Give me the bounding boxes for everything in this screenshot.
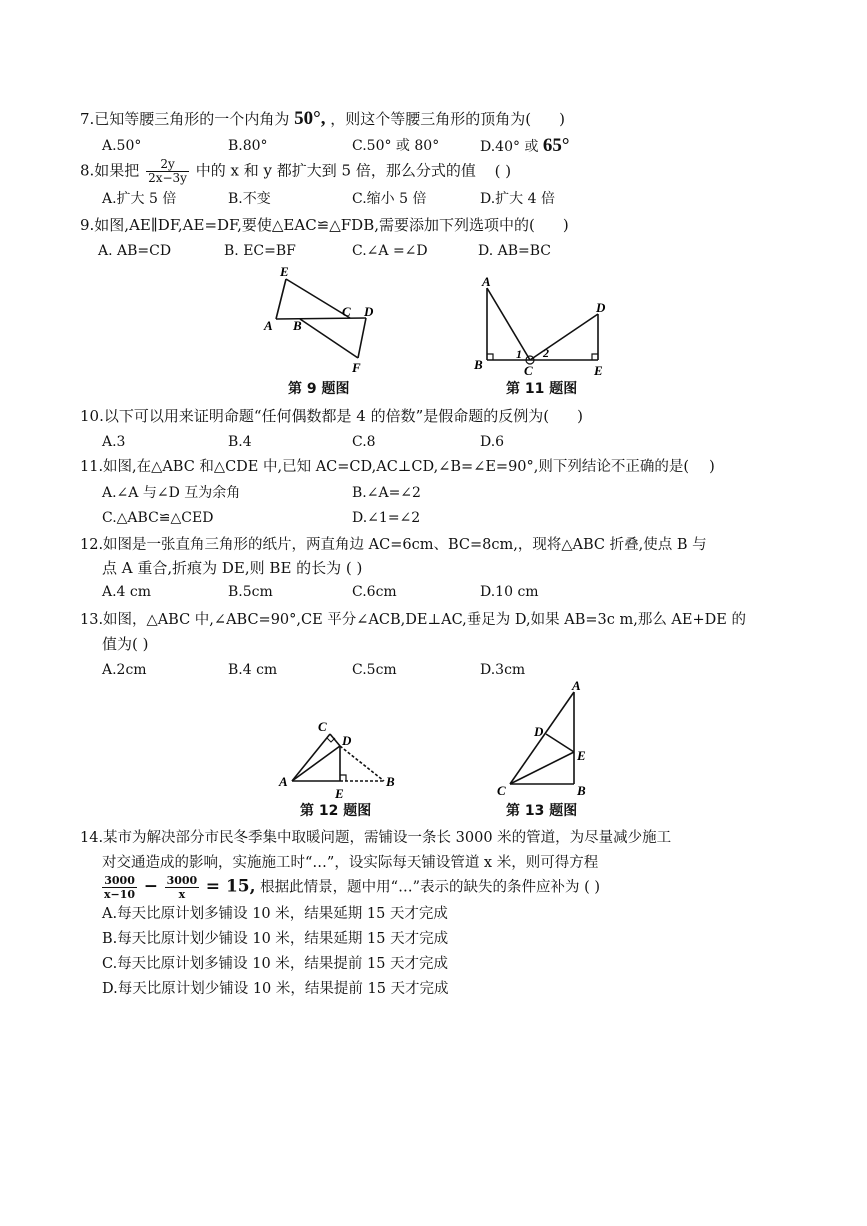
q8-frac-den: 2x−3y	[148, 171, 187, 185]
q7-option-c: C.50° 或 80°	[352, 138, 440, 154]
question-12-line-1: 12.如图是一张直角三角形的纸片，两直角边 AC=6cm、BC=8cm,，现将△ABC 折叠,使点 B 与	[80, 537, 707, 553]
fig11-label-1: 1	[516, 347, 522, 361]
figure-9	[262, 262, 392, 374]
q9-option-c: C.∠A =∠D	[352, 243, 428, 259]
fig11-label-b: B	[474, 357, 483, 372]
q10-option-a: A.3	[102, 434, 126, 450]
fig9-label-c: C	[342, 304, 351, 319]
fig11-label-2: 2	[543, 346, 549, 360]
q14-f1-den: x−10	[104, 888, 136, 901]
question-7	[80, 108, 565, 130]
fig13-label-d: D	[534, 724, 544, 739]
question-12-line-2: 点 A 重合,折痕为 DE,则 BE 的长为 ( )	[102, 559, 363, 577]
q14-equals: = 15,	[205, 876, 256, 897]
q10-option-c: C.8	[352, 434, 376, 450]
fig11-label-e: E	[594, 363, 603, 378]
fig12-label-c: C	[318, 719, 327, 734]
fig13-label-c: C	[497, 783, 506, 798]
q11-close: )	[709, 459, 715, 475]
fig9-caption: 第 9 题图	[288, 381, 350, 397]
fig12-caption: 第 12 题图	[300, 803, 372, 819]
q9-stem: 9.如图,AE∥DF,AE=DF,要使△EAC≌△FDB,需要添加下列选项中的(	[80, 216, 535, 234]
figure-12	[276, 718, 406, 804]
figure-11	[470, 272, 620, 380]
q7-stem-b: ，则这个等腰三角形的顶角为(	[330, 110, 532, 128]
fig11-label-c: C	[524, 363, 533, 378]
q8-fraction	[146, 158, 189, 185]
question-14-line-3	[100, 874, 600, 901]
fig13-label-e: E	[577, 748, 586, 763]
q7-option-d-angle: 65°	[542, 135, 570, 156]
fig13-label-b: B	[577, 783, 586, 798]
q9-close: )	[562, 216, 569, 234]
q13-option-d: D.3cm	[480, 662, 526, 678]
question-13-line-2: 值为( )	[102, 635, 149, 653]
q14-fraction-1	[102, 874, 137, 901]
q8-stem-a: 8.如果把	[80, 161, 140, 180]
q12-option-a: A.4 cm	[102, 584, 152, 600]
q11-option-d: D.∠1=∠2	[352, 510, 421, 526]
fig12-label-a: A	[279, 774, 288, 789]
fig13-label-a: A	[572, 678, 581, 693]
q12-option-c: C.6cm	[352, 584, 397, 600]
q7-option-b: B.80°	[228, 138, 268, 154]
q7-angle: 50°,	[294, 108, 326, 129]
q14-option-b: B.每天比原计划少铺设 10 米，结果延期 15 天才完成	[102, 931, 449, 947]
q8-frac-num: 2y	[146, 158, 189, 172]
q9-option-a: A. AB=CD	[98, 243, 172, 259]
q11-option-b: B.∠A=∠2	[352, 485, 421, 501]
q13-option-a: A.2cm	[102, 662, 147, 678]
q14-f2-den: x	[178, 888, 186, 901]
fig12-label-d: D	[342, 733, 352, 748]
question-14-line-1: 14.某市为解决部分市民冬季集中取暖问题，需铺设一条长 3000 米的管道，为尽量减少施工	[80, 830, 672, 846]
fig9-label-b: B	[293, 318, 302, 333]
q14-option-c: C.每天比原计划多铺设 10 米，结果提前 15 天才完成	[102, 956, 449, 972]
fig9-label-a: A	[264, 318, 273, 333]
q14-option-a: A.每天比原计划多铺设 10 米，结果延期 15 天才完成	[102, 906, 448, 922]
question-11	[80, 456, 715, 478]
q8-option-c: C.缩小 5 倍	[352, 191, 427, 207]
q8-option-a: A.扩大 5 倍	[102, 191, 177, 207]
q14-f1-num: 3000	[102, 874, 137, 888]
q11-stem: 11.如图,在△ABC 和△CDE 中,已知 AC=CD,AC⊥CD,∠B=∠E=90°,则下列结论不正确的是(	[80, 459, 690, 475]
fig12-label-e: E	[335, 786, 344, 801]
q10-option-b: B.4	[228, 434, 252, 450]
q8-option-d: D.扩大 4 倍	[480, 191, 555, 207]
q14-fraction-2	[165, 874, 200, 901]
fig13-caption: 第 13 题图	[506, 803, 578, 819]
q10-option-d: D.6	[480, 434, 505, 450]
fig12-label-b: B	[386, 774, 395, 789]
fig11-label-d: D	[596, 300, 606, 315]
question-10	[80, 405, 583, 427]
q10-close: )	[577, 407, 583, 425]
q8-stem-b: 中的 x 和 y 都扩大到 5 倍，那么分式的值	[195, 161, 476, 180]
q14-minus: −	[143, 876, 158, 897]
fig11-caption: 第 11 题图	[506, 381, 578, 397]
q12-option-b: B.5cm	[228, 584, 273, 600]
fig9-label-f: F	[352, 360, 361, 374]
q8-option-b: B.不变	[228, 191, 271, 207]
q14-option-d: D.每天比原计划少铺设 10 米，结果提前 15 天才完成	[102, 981, 449, 997]
q11-option-a: A.∠A 与∠D 互为余角	[102, 485, 241, 501]
question-13-line-1: 13.如图，△ABC 中,∠ABC=90°,CE 平分∠ACB,DE⊥AC,垂足为 D,如果 AB=3c m,那么 AE+DE 的	[80, 612, 746, 628]
question-8	[80, 158, 511, 185]
q13-option-b: B.4 cm	[228, 662, 278, 678]
fig9-label-d: D	[364, 304, 374, 319]
q12-option-d: D.10 cm	[480, 584, 539, 600]
q7-option-d	[480, 136, 570, 157]
fig9-label-e: E	[280, 264, 289, 279]
q8-paren: ( )	[494, 161, 512, 180]
q13-option-c: C.5cm	[352, 662, 397, 678]
question-14-line-2: 对交通造成的影响，实施施工时“…”，设实际每天铺设管道 x 米，则可得方程	[102, 855, 599, 871]
q9-option-b: B. EC=BF	[224, 243, 296, 259]
figure-13	[490, 678, 600, 798]
question-9	[80, 214, 569, 236]
q7-stem-a: 7.已知等腰三角形的一个内角为	[80, 110, 290, 128]
q14-f2-num: 3000	[166, 874, 198, 887]
q7-close: )	[559, 110, 565, 128]
q7-option-a: A.50°	[102, 138, 142, 154]
q14-line-3-rest: 根据此情景，题中用“…”表示的缺失的条件应补为 ( )	[260, 879, 601, 896]
q10-stem: 10.以下可以用来证明命题“任何偶数都是 4 的倍数”是假命题的反例为(	[80, 407, 550, 425]
q9-option-d: D. AB=BC	[478, 243, 552, 259]
q7-option-d-text: D.40° 或	[480, 139, 539, 155]
fig11-label-a: A	[482, 274, 491, 289]
q11-option-c: C.△ABC≌△CED	[102, 510, 214, 526]
